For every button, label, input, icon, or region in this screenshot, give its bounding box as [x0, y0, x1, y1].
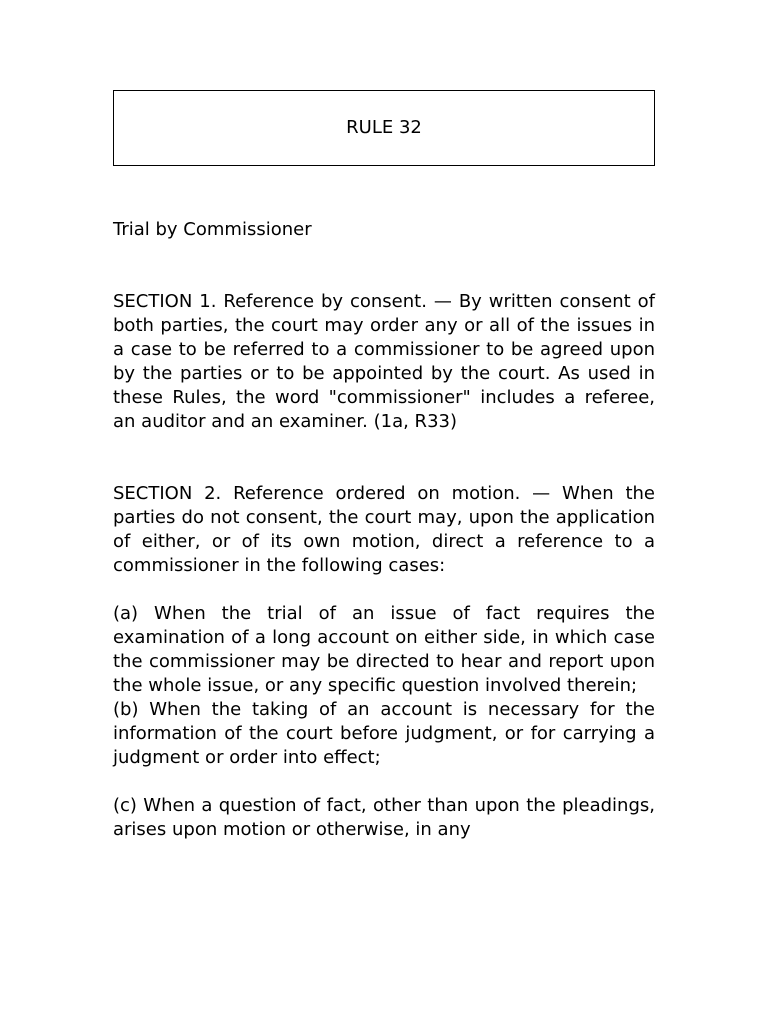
list-item-a: (a) When the trial of an issue of fact requires the examination of a long account on either side, in which case the commissioner may be directed to hear and report upon the whole issue, or any specific question involved therein;: [113, 603, 655, 696]
section-2-paragraph: SECTION 2. Reference ordered on motion. — When the parties do not consent, the court may, upon the application of either, or of its own motion, direct a reference to a commissioner in the following cases:: [113, 483, 655, 576]
document-page: [113, 90, 655, 842]
section-1-paragraph: SECTION 1. Reference by consent. — By written consent of both parties, the court may order any or all of the issues in a case to be referred to a commissioner to be agreed upon by the parties or to be appointed by the court. As used in these Rules, the word "commissioner" includes a referee, an auditor and an examiner. (1a, R33): [113, 291, 655, 432]
rule-title: RULE 32: [346, 117, 422, 138]
list-item-c: (c) When a question of fact, other than upon the pleadings, arises upon motion or otherwise, in any: [113, 795, 655, 840]
list-item-b: (b) When the taking of an account is necessary for the information of the court before judgment, or for carrying a judgment or order into effect;: [113, 699, 655, 768]
rule-subtitle: Trial by Commissioner: [113, 219, 312, 240]
rule-title-box: [113, 90, 655, 166]
